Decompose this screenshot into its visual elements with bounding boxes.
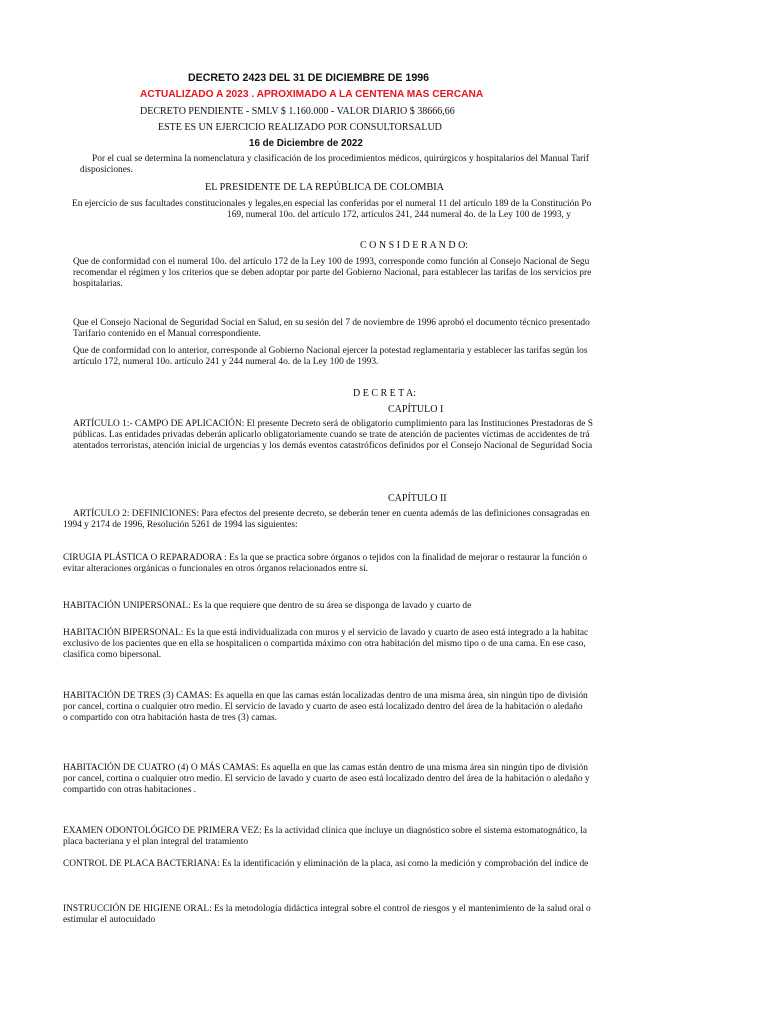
definition-instruccion-higiene xyxy=(63,904,591,926)
article-2 xyxy=(63,509,590,531)
document-title: DECRETO 2423 DEL 31 DE DICIEMBRE DE 1996 xyxy=(188,72,429,84)
paragraph-line: HABITACIÓN DE CUATRO (4) O MÁS CAMAS: Es aquella en que las camas están dentro de una misma área sin ningún tipo de división xyxy=(63,763,588,773)
definition-control-placa xyxy=(63,859,588,870)
definition-habitacion-bipersonal xyxy=(63,628,588,661)
paragraph-line: Tarifario contenido en el Manual correspondiente. xyxy=(73,329,261,339)
paragraph-line: CIRUGIA PLÁSTICA O REPARADORA : Es la que se practica sobre órganos o tejidos con la finalidad de mejorar o restaurar la función o xyxy=(63,553,588,563)
considerando-paragraph-2 xyxy=(73,318,590,340)
paragraph-line: compartido con otras habitaciones . xyxy=(63,785,197,795)
update-notice: ACTUALIZADO A 2023 . APROXIMADO A LA CENTENA MAS CERCANA xyxy=(140,89,484,100)
pending-decree-line: DECRETO PENDIENTE - SMLV $ 1.160.000 - VALOR DIARIO $ 38666,66 xyxy=(140,106,455,117)
decreta-heading: D E C R E T A: xyxy=(353,388,416,399)
paragraph-line: Que de conformidad con lo anterior, corresponde al Gobierno Nacional ejercer la potestad reglamentaria y establecer las tarifas según los xyxy=(73,346,588,356)
powers-line: En ejercicio de sus facultades constitucionales y legales,en especial las conferidas por el numeral 11 del artículo 189 de la Constitución Po xyxy=(72,199,592,209)
paragraph-line: recomendar el régimen y los criterios que se deben adoptar por parte del Gobierno Nacional, para establecer las tarifas de los servicios pre xyxy=(73,268,592,278)
paragraph-line: ARTÍCULO 2: DEFINICIONES: Para efectos del presente decreto, se deberán tener en cuenta además de las definiciones consagradas en xyxy=(73,509,590,519)
paragraph-line: evitar alteraciones orgánicas o funcionales en otros órganos relacionados entre si. xyxy=(63,564,369,574)
intro-line: Por el cual se determina la nomenclatura y clasificación de los procedimientos médicos, quirúrgicos y hospitalarios del Manual Tarif xyxy=(92,154,590,164)
chapter-2-heading: CAPÍTULO II xyxy=(388,493,447,504)
paragraph-line: INSTRUCCIÓN DE HIGIENE ORAL: Es la metodología didáctica integral sobre el control de riesgos y el mantenimiento de la salud oral o xyxy=(63,904,591,914)
paragraph-line: EXAMEN ODONTOLÓGICO DE PRIMERA VEZ: Es la actividad clínica que incluye un diagnóstico sobre el sistema estomatognático, la xyxy=(63,826,588,836)
considerando-paragraph-3 xyxy=(73,346,588,368)
president-heading: EL PRESIDENTE DE LA REPÚBLICA DE COLOMBIA xyxy=(205,182,445,193)
paragraph-line: públicas. Las entidades privadas deberán aplicarlo obligatoriamente cuando se trate de atención de pacientes víctimas de accidentes de trá xyxy=(73,430,590,440)
considerando-paragraph-1 xyxy=(73,257,591,290)
paragraph-line: artículo 172, numeral 10o. artículo 241 y 244 numeral 4o. de la Ley 100 de 1993. xyxy=(73,357,379,367)
paragraph-line: por cancel, cortina o cualquier otro medio. El servicio de lavado y cuarto de aseo está localizado dentro del área de la habitación o aledaño y xyxy=(63,774,590,784)
definition-examen-odontologico xyxy=(63,826,587,848)
definition-habitacion-cuatro-camas xyxy=(63,763,590,796)
paragraph-line: placa bacteriana y el plan integral del tratamiento xyxy=(63,837,249,847)
paragraph-line: hospitalarias. xyxy=(73,279,123,289)
paragraph-line: clasifica como bipersonal. xyxy=(63,650,162,660)
paragraph-line: o compartido con otra habitación hasta de tres (3) camas. xyxy=(63,713,277,723)
paragraph-line: atentados terroristas, atención inicial de urgencias y los demás eventos catastróficos definidos por el Consejo Nacional de Seguridad Socia xyxy=(73,441,593,451)
paragraph-line: CONTROL DE PLACA BACTERIANA: Es la identificación y eliminación de la placa, así como la medición y comprobación del índice de xyxy=(63,859,589,869)
paragraph-line: exclusivo de los pacientes que en ella se hospitalicen o compartida máximo con otra habitación del mismo tipo o de una cama. En ese caso, xyxy=(63,639,586,649)
paragraph-line: Que el Consejo Nacional de Seguridad Social en Salud, en su sesión del 7 de noviembre de 1996 aprobó el documento técnico presentado xyxy=(73,318,590,328)
intro-line: disposiciones. xyxy=(80,165,133,175)
powers-paragraph xyxy=(72,199,591,221)
paragraph-line: ARTÍCULO 1:- CAMPO DE APLICACIÓN: El presente Decreto será de obligatorio cumplimiento para las Instituciones Prestadoras de S xyxy=(73,419,593,429)
paragraph-line: HABITACIÓN UNIPERSONAL: Es la que requiere que dentro de su área se disponga de lavado y cuarto de xyxy=(63,601,472,611)
definition-habitacion-unipersonal xyxy=(63,601,471,612)
chapter-1-heading: CAPÍTULO I xyxy=(388,404,444,415)
definition-cirugia-plastica xyxy=(63,553,587,575)
paragraph-line: estimular el autocuidado xyxy=(63,915,156,925)
intro-paragraph xyxy=(80,154,590,176)
document-date: 16 de Diciembre de 2022 xyxy=(249,138,363,149)
paragraph-line: por cancel, cortina o cualquier otro medio. El servicio de lavado y cuarto de aseo está localizado dentro del área de la habitación o aledaño xyxy=(63,702,583,712)
powers-line: 169, numeral 10o. del artículo 172, artículos 241, 244 numeral 4o. de la Ley 100 de 1993, y xyxy=(227,210,571,220)
article-1 xyxy=(73,419,593,452)
paragraph-line: HABITACIÓN BIPERSONAL: Es la que está individualizada con muros y el servicio de lavado y cuarto de aseo está integrado a la habitac xyxy=(63,628,589,638)
considerando-heading: C O N S I D E R A N D O: xyxy=(360,240,469,251)
definition-habitacion-tres-camas xyxy=(63,691,588,724)
paragraph-line: Que de conformidad con el numeral 10o. del artículo 172 de la Ley 100 de 1993, corresponde como función al Consejo Nacional de Segu xyxy=(73,257,590,267)
exercise-note: ESTE ES UN EJERCICIO REALIZADO POR CONSULTORSALUD xyxy=(158,122,442,133)
paragraph-line: HABITACIÓN DE TRES (3) CAMAS: Es aquella en que las camas están localizadas dentro de una misma área, sin ningún tipo de división xyxy=(63,691,588,701)
paragraph-line: 1994 y 2174 de 1996, Resolución 5261 de 1994 las siguientes: xyxy=(63,520,298,530)
